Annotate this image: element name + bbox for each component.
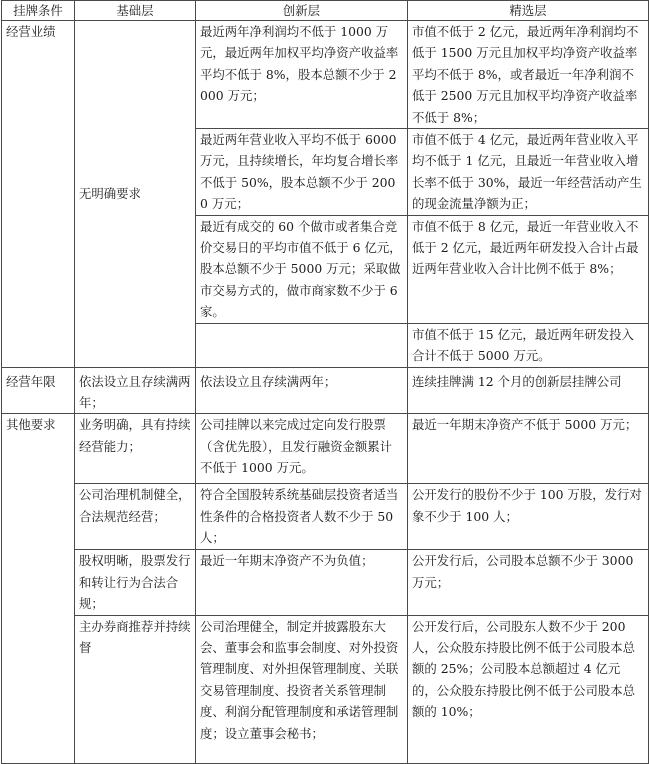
select-criterion-2: 市值不低于 4 亿元，最近两年营业收入平均不低于 1 亿元，且最近一年营业收入增长率不低于 30%，最近一年经营活动产生的现金流量净额为正； — [408, 129, 649, 216]
header-innovation-tier: 创新层 — [196, 1, 408, 21]
select-criterion-1: 市值不低于 2 亿元，最近两年净利润均不低于 1500 万元且加权平均净资产收益率平均不低于 8%，或者最近一年净利润不低于 2500 万元且加权平均净资产收益率不低于 8%； — [408, 21, 649, 129]
table-row — [2, 414, 649, 484]
basic-other-4: 主办券商推荐并持续督 — [75, 615, 196, 763]
header-select-tier: 精选层 — [408, 1, 649, 21]
innovation-other-4: 公司治理健全，制定并披露股东大会、董事会和监事会制度、对外投资管理制度、对外担保管理制度、关联交易管理制度、投资者关系管理制度、利润分配管理制度和承诺管理制度；设立董事会秘书； — [196, 615, 408, 763]
table-row — [2, 484, 649, 550]
innovation-other-2: 符合全国股转系统基础层投资者适当性条件的合格投资者人数不少于 50 人； — [196, 484, 408, 550]
basic-other-1: 业务明确，具有持续经营能力； — [75, 414, 196, 484]
select-operating-years: 连续挂牌满 12 个月的创新层挂牌公司 — [408, 367, 649, 414]
select-other-3: 公开发行后，公司股本总额不少于 3000 万元； — [408, 550, 649, 615]
innovation-criterion-3: 最近有成交的 60 个做市或者集合竞价交易日的平均市值不低于 6 亿元，股本总额不少于 5000 万元；采取做市交易方式的，做市商家数不少于 6 家。 — [196, 215, 408, 323]
innovation-other-3: 最近一年期末净资产不为负值； — [196, 550, 408, 615]
category-operating-performance: 经营业绩 — [2, 21, 75, 368]
table-row — [2, 615, 649, 763]
innovation-criterion-1: 最近两年净利润均不低于 1000 万元，最近两年加权平均净资产收益率平均不低于 8%，股本总额不少于 2000 万元； — [196, 21, 408, 129]
category-other-requirements: 其他要求 — [2, 414, 75, 763]
table-row — [2, 367, 649, 414]
table-row — [2, 21, 649, 129]
category-operating-years: 经营年限 — [2, 367, 75, 414]
header-basic-tier: 基础层 — [75, 1, 196, 21]
select-other-4: 公开发行后，公司股东人数不少于 200 人，公众股东持股比例不低于公司股本总额的 25%；公司股本总额超过 4 亿元的，公众股东持股比例不低于公司股本总额的 10%； — [408, 615, 649, 763]
table-row — [2, 550, 649, 615]
basic-operating-performance: 无明确要求 — [75, 21, 196, 368]
innovation-operating-years: 依法设立且存续满两年； — [196, 367, 408, 414]
innovation-other-1: 公司挂牌以来完成过定向发行股票（含优先股），且发行融资金额累计不低于 1000 万元。 — [196, 414, 408, 484]
select-other-1: 最近一年期末净资产不低于 5000 万元； — [408, 414, 649, 484]
header-condition: 挂牌条件 — [2, 1, 75, 21]
innovation-criterion-2: 最近两年营业收入平均不低于 6000 万元，且持续增长，年均复合增长率不低于 50%，股本总额不少于 2000 万元； — [196, 129, 408, 216]
listing-conditions-table — [1, 0, 649, 764]
select-criterion-3: 市值不低于 8 亿元，最近一年营业收入不低于 2 亿元，最近两年研发投入合计占最近两年营业收入合计比例不低于 8%； — [408, 215, 649, 323]
innovation-criterion-4 — [196, 323, 408, 367]
basic-other-2: 公司治理机制健全，合法规范经营； — [75, 484, 196, 550]
basic-other-3: 股权明晰，股票发行和转让行为合法合规； — [75, 550, 196, 615]
select-criterion-4: 市值不低于 15 亿元，最近两年研发投入合计不低于 5000 万元。 — [408, 323, 649, 367]
header-row — [2, 1, 649, 21]
select-other-2: 公开发行的股份不少于 100 万股，发行对象不少于 100 人； — [408, 484, 649, 550]
basic-operating-years: 依法设立且存续满两年； — [75, 367, 196, 414]
